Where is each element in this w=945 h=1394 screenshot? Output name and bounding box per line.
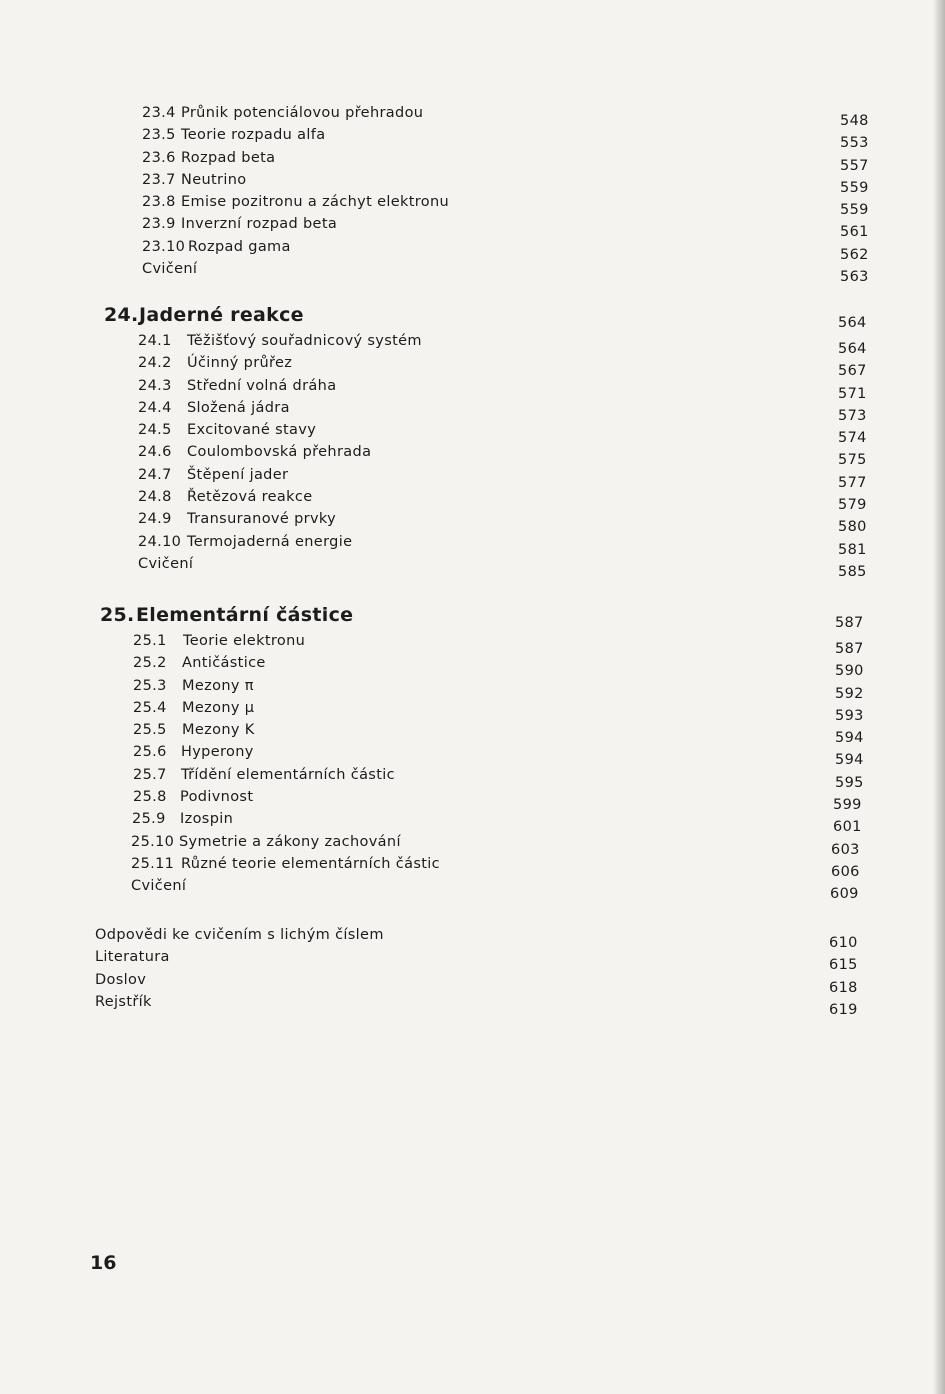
- toc-title: Těžišťový souřadnicový systém: [187, 333, 422, 349]
- toc-row: [0, 786, 945, 814]
- toc-page: 548: [840, 113, 869, 129]
- toc-title: Složená jádra: [187, 399, 290, 416]
- toc-row: [0, 991, 945, 1018]
- toc-row: [0, 441, 945, 469]
- toc-number: 25.2: [133, 655, 167, 672]
- chapter-heading: [0, 300, 945, 330]
- toc-row: [0, 831, 945, 858]
- toc-title: Třídění elementárních částic: [181, 766, 395, 783]
- chapter-number: 24.: [104, 304, 139, 326]
- toc-row: [0, 397, 945, 424]
- toc-page: 587: [835, 641, 864, 657]
- toc-title: Izospin: [180, 811, 234, 828]
- toc-page: 593: [835, 707, 864, 724]
- toc-number: 23.8: [142, 194, 176, 211]
- toc-number: 24.2: [138, 355, 172, 372]
- toc-row: [0, 191, 945, 219]
- toc-page: 590: [835, 663, 864, 680]
- toc-page: 564: [838, 341, 867, 357]
- toc-title: Symetrie a zákony zachování: [179, 833, 401, 850]
- toc-title: Podivnost: [180, 789, 254, 806]
- toc-section-25: [0, 600, 945, 903]
- toc-number: 23.4: [142, 105, 176, 121]
- toc-number: 24.1: [138, 333, 172, 349]
- toc-page: 557: [840, 157, 869, 174]
- chapter-title: Jaderné reakce: [139, 304, 304, 326]
- toc-title: Transuranové prvky: [187, 511, 337, 528]
- toc-row: [0, 875, 945, 903]
- toc-section-24: [0, 300, 945, 580]
- toc-page: 575: [838, 452, 867, 469]
- toc-title: Cvičení: [131, 878, 187, 895]
- toc-page: 559: [840, 202, 869, 219]
- toc-number: 23.6: [142, 149, 176, 166]
- chapter-page: 564: [838, 315, 867, 331]
- toc-row: [0, 147, 945, 174]
- toc-page: 579: [838, 497, 867, 514]
- toc-row: [0, 258, 945, 286]
- toc-number: 24.6: [138, 444, 172, 461]
- toc-row: [0, 652, 945, 680]
- toc-number: 25.5: [133, 722, 167, 739]
- toc-page: 603: [831, 841, 860, 858]
- toc-page: 615: [829, 957, 858, 974]
- toc-row: [0, 553, 945, 580]
- toc-title: Literatura: [95, 949, 170, 966]
- toc-title: Emise pozitronu a záchyt elektronu: [181, 194, 450, 211]
- toc-page: 601: [833, 819, 862, 836]
- toc-row: [0, 419, 945, 447]
- toc-page: 574: [838, 430, 867, 447]
- toc-row: [0, 764, 945, 791]
- toc-number: 25.4: [133, 699, 167, 716]
- toc-title: Účinný průřez: [187, 355, 293, 372]
- toc-title: Antičástice: [182, 655, 266, 672]
- toc-title: Doslov: [95, 971, 147, 988]
- toc-title: Mezony K: [182, 722, 255, 739]
- toc-page: 580: [838, 519, 867, 536]
- toc-number: 25.10: [131, 833, 175, 850]
- toc-row: [0, 946, 945, 974]
- toc-page: 595: [835, 774, 864, 791]
- toc-number: 24.7: [138, 466, 172, 483]
- toc-number: 24.9: [138, 511, 172, 528]
- toc-number: 23.7: [142, 171, 176, 188]
- toc-title: Coulombovská přehrada: [187, 444, 372, 461]
- toc-row: [0, 236, 945, 263]
- toc-row: [0, 508, 945, 536]
- toc-number: 25.8: [133, 789, 167, 806]
- toc-page: 581: [838, 541, 867, 558]
- toc-row: [0, 924, 945, 951]
- toc-number: 25.7: [133, 766, 167, 783]
- toc-row: [0, 124, 945, 152]
- toc-row: [0, 102, 945, 129]
- toc-page: 609: [830, 886, 859, 903]
- toc-row: [0, 969, 945, 996]
- chapter-heading: [0, 600, 945, 630]
- toc-number: 24.5: [138, 422, 172, 439]
- toc-title: Štěpení jader: [187, 466, 289, 483]
- toc-page: 606: [831, 863, 860, 880]
- toc-row: [0, 169, 945, 196]
- toc-page: 592: [835, 685, 864, 702]
- toc-page: 585: [838, 563, 867, 580]
- toc-row: [0, 719, 945, 747]
- toc-title: Teorie elektronu: [183, 633, 306, 649]
- toc-title: Rejstřík: [95, 993, 152, 1010]
- toc-number: 24.3: [138, 377, 172, 394]
- toc-number: 23.5: [142, 127, 176, 144]
- toc-row: [0, 741, 945, 769]
- toc-title: Mezony π: [182, 677, 254, 694]
- toc-title: Cvičení: [138, 555, 194, 572]
- toc-page: 559: [840, 179, 869, 196]
- toc-page: 561: [840, 224, 869, 241]
- toc-page: 618: [829, 979, 858, 996]
- toc-number: 25.9: [132, 811, 166, 828]
- toc-page: 563: [840, 269, 869, 286]
- toc-row: [0, 531, 945, 558]
- toc-title: Průnik potenciálovou přehradou: [181, 105, 424, 121]
- toc-page: 567: [838, 363, 867, 380]
- toc-row: [0, 464, 945, 491]
- toc-page: 562: [840, 246, 869, 263]
- toc-title: Různé teorie elementárních částic: [181, 855, 440, 872]
- toc-page: 610: [829, 935, 858, 951]
- toc-title: Excitované stavy: [187, 422, 317, 439]
- toc-number: 24.10: [138, 533, 182, 550]
- toc-row: [0, 375, 945, 402]
- toc-title: Odpovědi ke cvičením s lichým číslem: [95, 927, 384, 943]
- toc-number: 25.11: [131, 855, 175, 872]
- toc-page: 594: [835, 752, 864, 769]
- toc-number: 23.9: [142, 216, 176, 233]
- toc-row: [0, 330, 945, 357]
- toc-number: 24.4: [138, 399, 172, 416]
- toc-row: [0, 630, 945, 657]
- toc-page: 594: [835, 730, 864, 747]
- toc-title: Mezony μ: [182, 699, 255, 716]
- toc-section-23: [0, 102, 945, 286]
- toc-row: [0, 808, 945, 836]
- toc-title: Inverzní rozpad beta: [181, 216, 338, 233]
- toc-number: 25.1: [133, 633, 167, 649]
- toc-row: [0, 352, 945, 380]
- toc-row: [0, 675, 945, 702]
- toc-title: Cvičení: [142, 261, 198, 278]
- toc-row: [0, 853, 945, 880]
- toc-row: [0, 213, 945, 241]
- chapter-number: 25.: [100, 604, 135, 626]
- chapter-title: Elementární částice: [136, 604, 354, 626]
- toc-page: 577: [838, 474, 867, 491]
- toc-number: 23.10: [142, 238, 186, 255]
- toc-title: Rozpad beta: [181, 149, 276, 166]
- toc-number: 24.8: [138, 489, 172, 506]
- toc-page: 553: [840, 135, 869, 152]
- toc-page: 573: [838, 407, 867, 424]
- toc-number: 25.6: [133, 744, 167, 761]
- toc-number: 25.3: [133, 677, 167, 694]
- toc-page: 599: [833, 797, 862, 814]
- toc-title: Termojaderná energie: [187, 533, 353, 550]
- toc-title: Neutrino: [181, 171, 247, 188]
- toc-title: Střední volná dráha: [187, 377, 337, 394]
- toc-page: 619: [829, 1001, 858, 1018]
- toc-row: [0, 486, 945, 514]
- toc-row: [0, 697, 945, 724]
- toc-title: Teorie rozpadu alfa: [181, 127, 326, 144]
- page-number: 16: [90, 1252, 117, 1274]
- chapter-page: 587: [835, 615, 864, 631]
- toc-title: Hyperony: [181, 744, 254, 761]
- toc-back-matter: [0, 924, 945, 1018]
- toc-title: Řetězová reakce: [187, 489, 313, 506]
- toc-page: 571: [838, 385, 867, 402]
- toc-title: Rozpad gama: [188, 238, 291, 255]
